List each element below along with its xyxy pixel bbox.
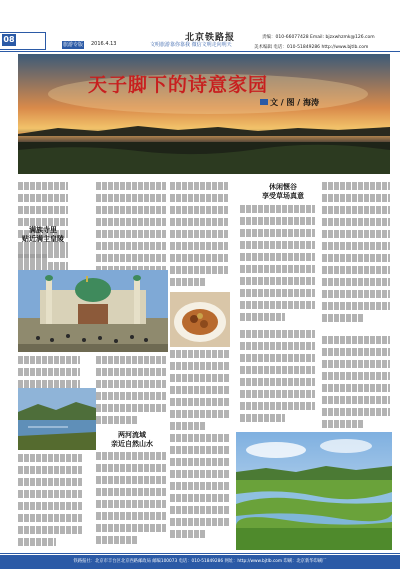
page-number: 08 [3,35,15,44]
grassland-wetland-photo [236,432,392,550]
article-byline [260,97,319,108]
page-footer: 铁路报社：北京市丰台区北京西路邮政局 邮编100073 电话：010-51849286 网址：http://www.bjtlb.com 印刷：北京新华印刷厂 [0,555,400,569]
article-title: 天子脚下的诗意家园 [88,74,269,96]
temple-courtyard-photo [18,270,168,352]
column-3-lower [170,350,230,430]
issue-date: 2016.4.13 [91,41,117,47]
byline-text: 文 / 图 / 海涛 [270,98,319,107]
header-rule [0,51,400,52]
column-5-lower [322,336,390,430]
column-2-lower [96,356,166,426]
lake-river-photo [18,388,96,450]
column-2-bottom [96,452,166,550]
byline-marker [260,99,268,105]
column-3-top [170,182,228,292]
footer-rule [0,553,400,554]
header-slogan: 文明旅游靠你靠我 微信文明走向明天 [150,42,232,48]
subhead-1: 满族寺里 贴近满主皇陵 [22,226,64,243]
section-tag: 旅游专版 [62,42,83,48]
column-3-bottom [170,434,230,550]
masthead: 北京铁路报 [184,33,235,43]
subhead-3: 两河流域 亲近自然山水 [111,431,153,448]
subhead-2: 休闲惬谷 享受草场真意 [262,183,304,200]
column-4-top [240,205,315,325]
header-contact-2: 美术编辑 电话：010-51849286 http://www.bjtlb.com [254,45,369,50]
column-4-lower [240,330,315,430]
column-5-top [322,182,390,332]
food-dish-photo [170,292,230,347]
header-contact-1: 责编：010-66077428 Email: bjzxwhzmk@126.com [262,35,375,40]
column-1-bottom [18,454,82,550]
